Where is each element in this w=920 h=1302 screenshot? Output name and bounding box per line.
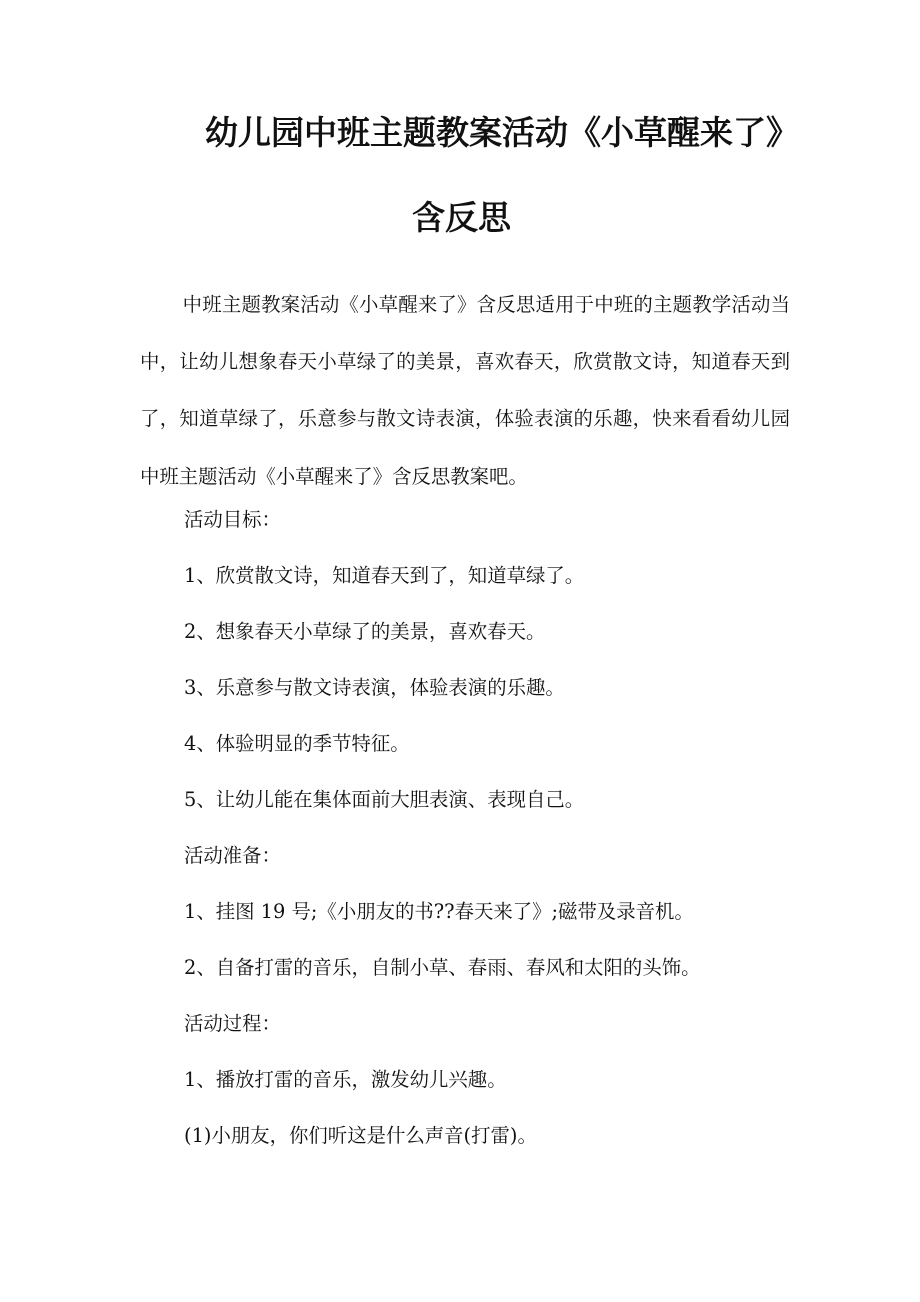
goal-item: 2、想象春天小草绿了的美景，喜欢春天。 bbox=[184, 620, 546, 643]
prep-item: 2、自备打雷的音乐，自制小草、春雨、春风和太阳的头饰。 bbox=[184, 956, 701, 979]
document-title-line-1: 幼儿园中班主题教案活动《小草醒来了》 bbox=[205, 113, 799, 152]
document-title-line-2: 含反思 bbox=[412, 198, 511, 237]
process-item: (1)小朋友，你们听这是什么声音(打雷)。 bbox=[184, 1124, 537, 1147]
goal-item: 4、体验明显的季节特征。 bbox=[184, 732, 410, 755]
goals-heading: 活动目标： bbox=[184, 508, 281, 531]
goal-item: 5、让幼儿能在集体面前大胆表演、表现自己。 bbox=[184, 788, 585, 811]
prep-heading: 活动准备： bbox=[184, 844, 281, 867]
prep-item: 1、挂图 19 号;《小朋友的书??春天来了》;磁带及录音机。 bbox=[184, 900, 694, 923]
process-item: 1、播放打雷的音乐，激发幼儿兴趣。 bbox=[184, 1068, 507, 1091]
process-heading: 活动过程： bbox=[184, 1012, 281, 1035]
goal-item: 1、欣赏散文诗，知道春天到了，知道草绿了。 bbox=[184, 564, 585, 587]
intro-paragraph: 中班主题教案活动《小草醒来了》含反思适用于中班的主题教学活动当中，让幼儿想象春天小草绿了的美景，喜欢春天，欣赏散文诗，知道春天到了，知道草绿了，乐意参与散文诗表演，体验表演的乐趣，快来看看幼儿园中班主题活动《小草醒来了》含反思教案吧。 bbox=[140, 293, 790, 488]
goal-item: 3、乐意参与散文诗表演，体验表演的乐趣。 bbox=[184, 676, 565, 699]
